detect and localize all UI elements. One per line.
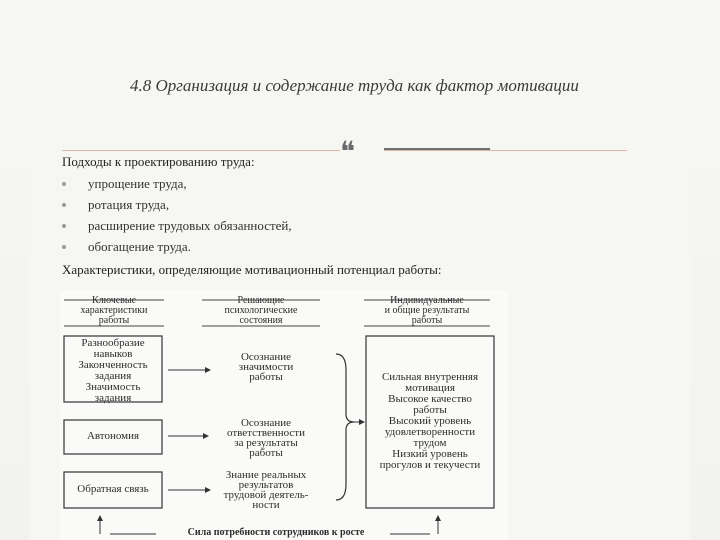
bullet-icon <box>62 203 66 207</box>
key-box-1-text <box>64 338 162 404</box>
slide-title: 4.8 Организация и содержание труда как фактор мотивации <box>130 76 579 95</box>
result-line: Высокий уровень <box>388 415 472 427</box>
state-line: ответственности <box>227 427 305 439</box>
state-line: работы <box>249 447 283 459</box>
state-line: Знание реальных <box>225 469 307 481</box>
ornament-icon: ❝ <box>340 134 384 170</box>
box-line: Разнообразие <box>81 337 145 349</box>
state-line: работы <box>249 371 283 383</box>
state-line: трудовой деятель- <box>223 489 309 501</box>
scheme-footer: Сила потребности сотрудников к росте <box>187 527 365 538</box>
col-header-line: характеристики <box>80 305 148 316</box>
result-line: прогулов и текучести <box>379 459 481 471</box>
list-item-label: ротация труда, <box>88 197 170 212</box>
key-box-2-text: Автономия <box>86 430 140 442</box>
bullet-icon <box>62 245 66 249</box>
bullet-icon <box>62 182 66 186</box>
col-header-line: Решающие <box>237 295 285 306</box>
results-text <box>366 372 494 471</box>
state-knowledge <box>210 470 322 510</box>
state-line: значимости <box>238 361 294 373</box>
divider-accent <box>370 148 490 150</box>
list-item <box>62 216 292 237</box>
box-line: Значимость <box>85 381 141 393</box>
list-item-label: упрощение труда, <box>88 176 187 191</box>
key-box-3-text: Обратная связь <box>77 483 149 495</box>
result-line: работы <box>413 404 447 416</box>
characteristics-heading: Характеристики, определяющие мотивационный потенциал работы: <box>62 262 442 277</box>
box-line: задания <box>94 370 132 382</box>
result-line: Низкий уровень <box>392 448 468 460</box>
col-header-line: Индивидуальные <box>390 295 464 306</box>
state-significance <box>210 352 322 382</box>
col-header-line: работы <box>411 315 443 326</box>
state-line: Осознание <box>240 417 292 429</box>
col-header-line: работы <box>98 315 130 326</box>
col-header-line: Ключевые <box>91 295 137 306</box>
box-line: Законченность <box>78 359 148 371</box>
result-line: мотивация <box>405 382 455 394</box>
result-line: Сильная внутренняя <box>381 371 479 383</box>
col-header-line: и общие результаты <box>384 305 470 316</box>
approaches-heading: Подходы к проектированию труда: <box>62 154 255 169</box>
bullet-icon <box>62 224 66 228</box>
state-line: за результаты <box>234 437 298 449</box>
brace <box>336 354 354 500</box>
box-line: навыков <box>93 348 133 360</box>
state-responsibility <box>210 418 322 458</box>
state-line: ности <box>252 499 280 511</box>
box-line: задания <box>94 392 132 404</box>
col-header-key <box>64 296 164 326</box>
list-item <box>62 174 292 195</box>
state-line: результатов <box>238 479 294 491</box>
result-line: удовлетворенности <box>384 426 476 438</box>
list-item-label: обогащение труда. <box>88 239 191 254</box>
state-line: Осознание <box>240 351 292 363</box>
approaches-list <box>62 174 292 258</box>
list-item <box>62 237 292 258</box>
col-header-states <box>202 296 320 326</box>
result-line: трудом <box>413 437 447 449</box>
col-header-results <box>364 296 490 326</box>
motivation-scheme <box>60 290 508 540</box>
list-item <box>62 195 292 216</box>
list-item-label: расширение трудовых обязанностей, <box>88 218 292 233</box>
result-line: Высокое качество <box>388 393 472 405</box>
col-header-line: психологические <box>224 305 298 316</box>
col-header-line: состояния <box>239 315 283 326</box>
